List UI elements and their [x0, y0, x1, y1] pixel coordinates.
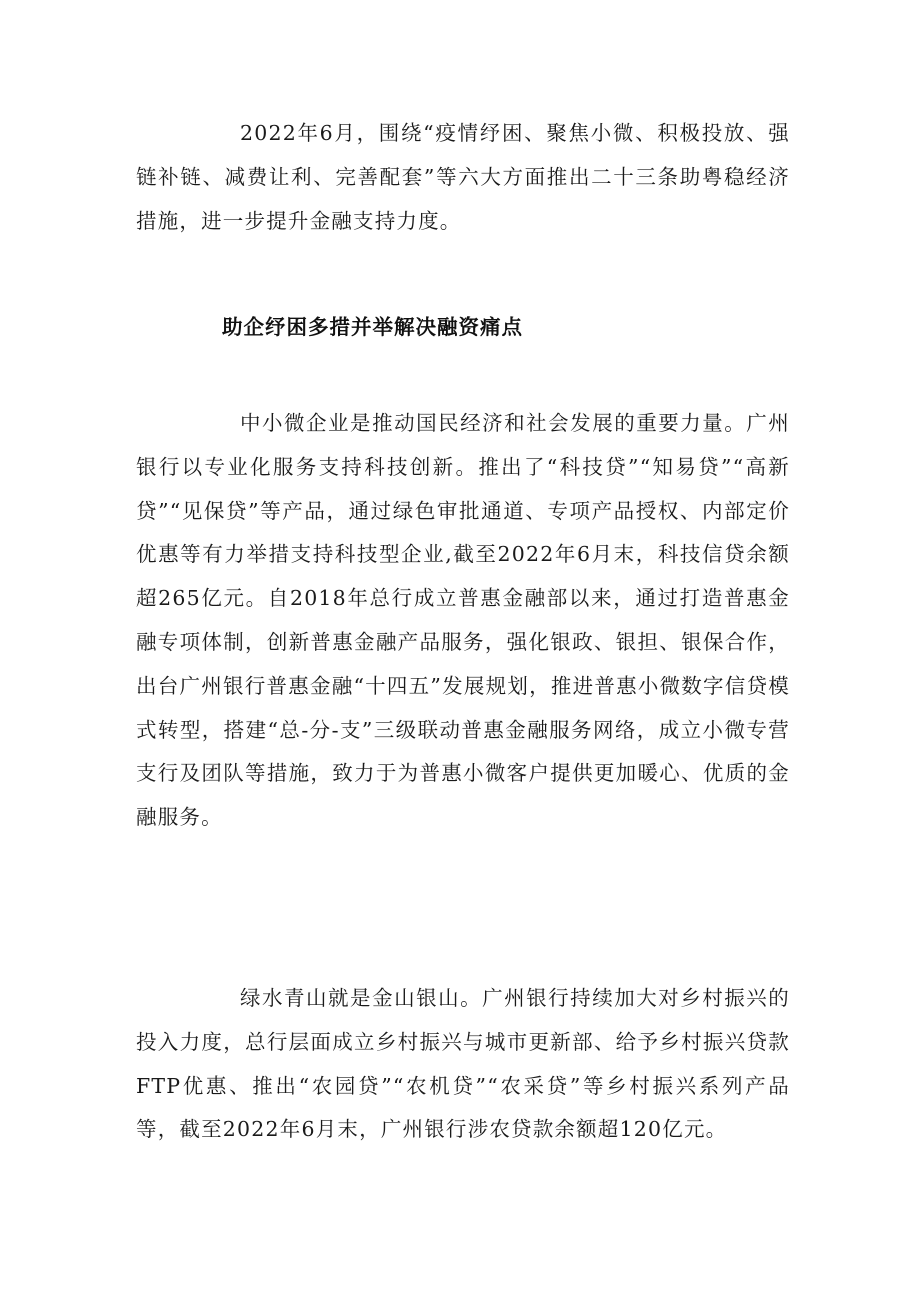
intro-paragraph: 2022年6月，围绕“疫情纾困、聚焦小微、积极投放、强链补链、减费让利、完善配套”等六大方面推出二十三条助粤稳经济措施，进一步提升金融支持力度。 [136, 121, 790, 233]
section-heading: 助企纾困多措并举解决融资痛点 [222, 315, 523, 339]
sme-support-paragraph: 中小微企业是推动国民经济和社会发展的重要力量。广州银行以专业化服务支持科技创新。推出了“科技贷”“知易贷”“高新贷”“见保贷”等产品，通过绿色审批通道、专项产品授权、内部定价优惠等有力举措支持科技型企业,截至2022年6月末，科技信贷余额超265亿元。自2018年总行成立普惠金融部以来，通过打造普惠金融专项体制，创新普惠金融产品服务，强化银政、银担、银保合作，出台广州银行普惠金融“十四五”发展规划，推进普惠小微数字信贷模式转型，搭建“总-分-支”三级联动普惠金融服务网络，成立小微专营支行及团队等措施，致力于为普惠小微客户提供更加暖心、优质的金融服务。 [136, 411, 790, 830]
rural-revitalization-paragraph: 绿水青山就是金山银山。广州银行持续加大对乡村振兴的投入力度，总行层面成立乡村振兴与城市更新部、给予乡村振兴贷款FTP优惠、推出“农园贷”“农机贷”“农采贷”等乡村振兴系列产品等，截至2022年6月末，广州银行涉农贷款余额超120亿元。 [136, 986, 790, 1142]
